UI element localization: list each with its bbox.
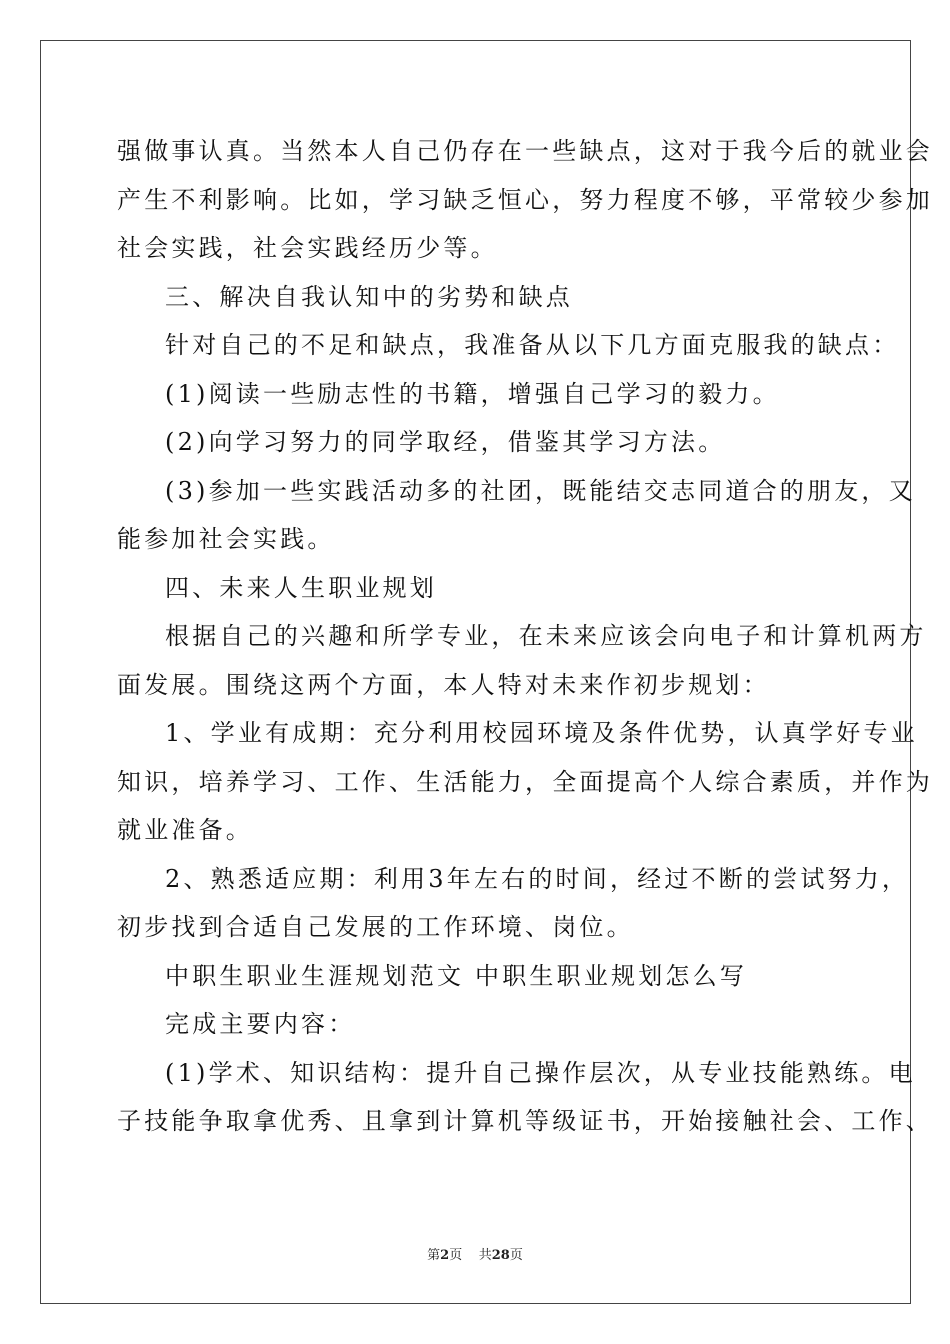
- text-line: 根据自己的兴趣和所学专业，在未来应该会向电子和计算机两方: [165, 622, 927, 650]
- page-total: 28: [491, 1248, 510, 1263]
- text-line: 能参加社会实践。: [117, 525, 335, 553]
- text-line: 针对自己的不足和缺点，我准备从以下几方面克服我的缺点：: [165, 331, 900, 359]
- page-prefix: 第: [427, 1248, 441, 1263]
- total-suffix: 页: [509, 1248, 523, 1263]
- text-line: 知识，培养学习、工作、生活能力，全面提高个人综合素质，并作为: [117, 767, 933, 796]
- list-item: (1)阅读一些励志性的书籍，增强自己学习的毅力。: [165, 379, 780, 408]
- text-line: 初步找到合适自己发展的工作环境、岗位。: [117, 913, 634, 941]
- page-suffix: 页: [449, 1248, 463, 1263]
- text-line: 完成主要内容：: [165, 1010, 356, 1038]
- list-item: (3)参加一些实践活动多的社团，既能结交志同道合的朋友，又: [165, 476, 916, 505]
- list-item: 1、学业有成期：充分利用校园环境及条件优势，认真学好专业: [165, 719, 918, 747]
- document-body: [117, 127, 933, 1146]
- list-item: (1)学术、知识结构：提升自己操作层次，从专业技能熟练。电: [165, 1058, 916, 1087]
- text-line: 产生不利影响。比如，学习缺乏恒心，努力程度不够，平常较少参加: [117, 185, 933, 214]
- text-line: 强做事认真。当然本人自己仍存在一些缺点，这对于我今后的就业会: [117, 137, 933, 165]
- list-item: (2)向学习努力的同学取经，借鉴其学习方法。: [165, 428, 726, 456]
- section-heading: 四、未来人生职业规划: [165, 573, 437, 602]
- text-line: 子技能争取拿优秀、且拿到计算机等级证书，开始接触社会、工作、: [117, 1107, 933, 1135]
- page-number: 2: [440, 1248, 450, 1263]
- text-line: 面发展。围绕这两个方面，本人特对未来作初步规划：: [117, 670, 770, 699]
- page-footer: [0, 1244, 950, 1263]
- list-item: 2、熟悉适应期：利用3年左右的时间，经过不断的尝试努力，: [165, 864, 910, 893]
- text-line: 社会实践，社会实践经历少等。: [117, 234, 498, 262]
- section-heading: 三、解决自我认知中的劣势和缺点: [165, 282, 573, 311]
- total-prefix: 共: [478, 1248, 492, 1263]
- text-line: 就业准备。: [117, 816, 253, 844]
- section-heading: 中职生职业生涯规划范文 中职生职业规划怎么写: [165, 961, 748, 990]
